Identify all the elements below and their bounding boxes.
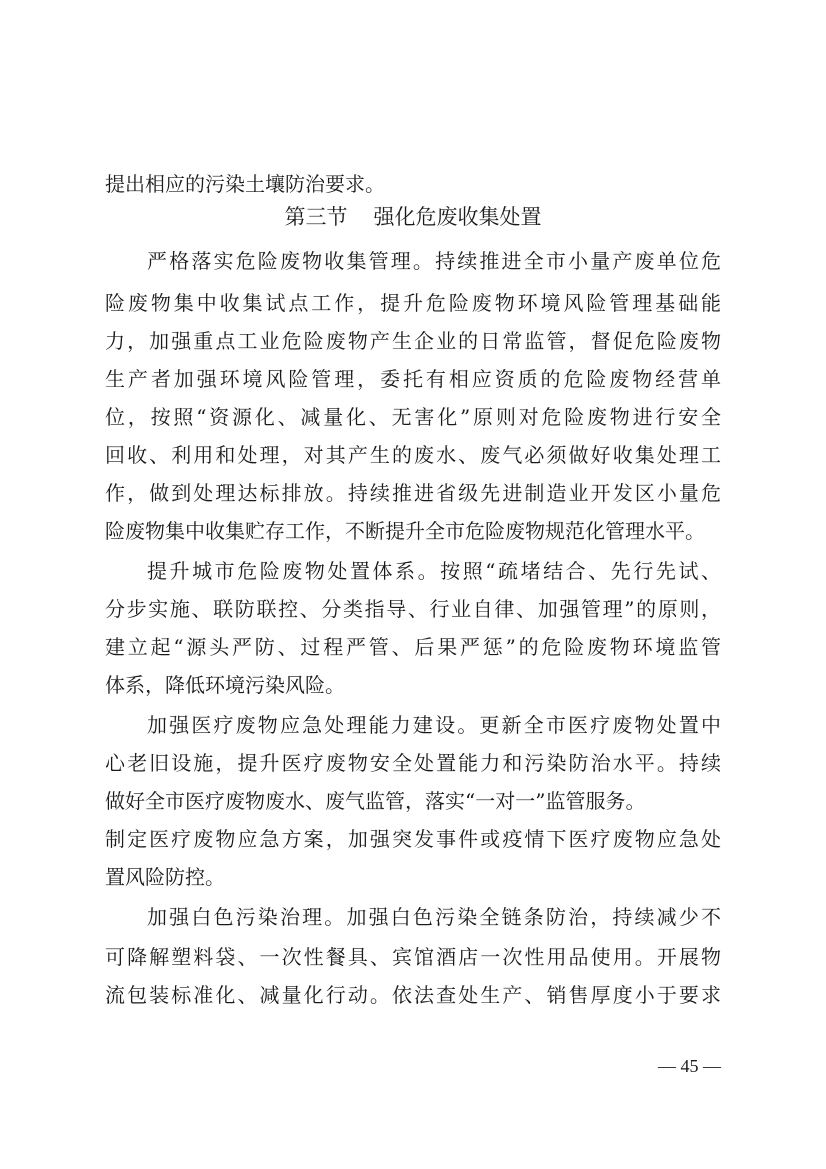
paragraph-line-text: 加强医疗废物应急处理能力建设。更新全市医疗废物处置中 [147,713,721,737]
paragraph-line [0,592,826,626]
paragraph-line-text: 力，加强重点工业危险废物产生企业的日常监管，督促危险废物 [105,329,721,353]
paragraph-line-text: 险废物集中收集贮存工作，不断提升全市危险废物规范化管理水平。 [105,519,705,543]
paragraph-line [0,286,826,320]
paragraph-line [0,244,826,278]
lead-line [0,167,826,201]
paragraph-line-text: 严格落实危险废物收集管理。持续推进全市小量产废单位危 [147,249,721,273]
paragraph-line [0,900,826,934]
paragraph-line [0,822,826,856]
section-heading [0,200,826,234]
paragraph-line-text: 体系，降低环境污染风险。 [105,673,345,697]
paragraph-line [0,438,826,472]
paragraph-line-text: 位，按照“资源化、减量化、无害化”原则对危险废物进行安全 [105,405,721,429]
paragraph-line-text: 流包装标准化、减量化行动。依法查处生产、销售厚度小于要求 [105,983,721,1007]
page-number: — 45 — [658,1056,721,1076]
paragraph-line [0,940,826,974]
paragraph-line [0,324,826,358]
paragraph-line [0,362,826,396]
paragraph-line-text: 提升城市危险废物处置体系。按照“疏堵结合、先行先试、 [147,559,721,583]
paragraph-line-text: 制定医疗废物应急方案，加强突发事件或疫情下医疗废物应急处 [105,827,721,851]
paragraph-line-text: 回收、利用和处理，对其产生的废水、废气必须做好收集处理工 [105,443,721,467]
paragraph-line [0,746,826,780]
paragraph-line [0,400,826,434]
paragraph-line [0,708,826,742]
paragraph-line [0,860,826,894]
paragraph-line [0,630,826,664]
paragraph-line-text: 险废物集中收集试点工作，提升危险废物环境风险管理基础能 [105,291,721,315]
paragraph-line [0,476,826,510]
paragraph-line [0,668,826,702]
paragraph-line-text: 生产者加强环境风险管理，委托有相应资质的危险废物经营单 [105,367,721,391]
paragraph-line-text: 分步实施、联防联控、分类指导、行业自律、加强管理”的原则， [105,597,721,621]
paragraph-line-text: 心老旧设施，提升医疗废物安全处置能力和污染防治水平。持续 [105,751,721,775]
paragraph-line [0,978,826,1012]
paragraph-line [0,554,826,588]
paragraph-line [0,784,826,818]
section-number: 第三节 [284,205,348,229]
paragraph-line-text: 可降解塑料袋、一次性餐具、宾馆酒店一次性用品使用。开展物 [105,945,721,969]
paragraph-line [0,514,826,548]
section-title: 强化危废收集处置 [373,205,542,229]
paragraph-line-text: 加强白色污染治理。加强白色污染全链条防治，持续减少不 [147,905,721,929]
lead-line-text: 提出相应的污染土壤防治要求。 [105,172,385,196]
paragraph-line-text: 做好全市医疗废物废水、废气监管，落实“一对一”监管服务。 [105,789,646,813]
paragraph-line-text: 作，做到处理达标排放。持续推进省级先进制造业开发区小量危 [105,481,721,505]
paragraph-line-text: 置风险防控。 [105,865,225,889]
paragraph-line-text: 建立起“源头严防、过程严管、后果严惩”的危险废物环境监管 [105,635,721,659]
